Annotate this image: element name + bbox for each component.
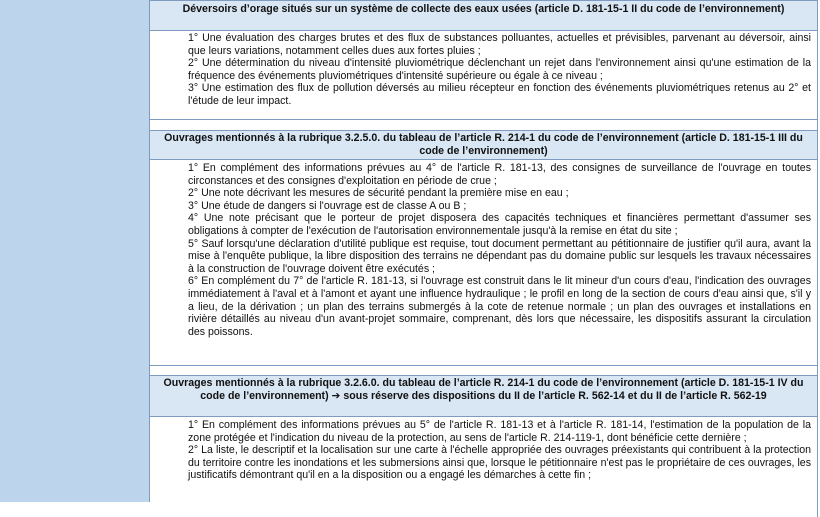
section-header-rubrique-3260: Ouvrages mentionnés à la rubrique 3.2.6.0. du tableau de l’article R. 214-1 du code de l’environnement (article D. 181-15-1 IV du code de l’environnement) ➔ sous réserve des dispositions du II de l’article R. 562-14 et du II de l’article R. 562-19 — [150, 376, 818, 417]
list-item: 6° En complément du 7° de l'article R. 181-13, si l'ouvrage est construit dans le lit mineur d'un cours d'eau, l'indication des ouvrages immédiatement à l'aval et à l'amont et ayant une influence hydraulique ; le profil en long de la section de cours d'eau ainsi que, s'il y a lieu, de la dérivation ; un plan des terrains submergés à la cote de retenue normale ; un plan des ouvrages et installations en rivière détaillés au niveau d'un avant-projet sommaire, comprenant, dès lors que nécessaire, les dispositifs assurant la circulation des poissons. — [188, 275, 811, 338]
section-content-deversoirs — [150, 31, 818, 120]
requirements-table — [150, 0, 818, 517]
section-content-rubrique-3250 — [150, 160, 818, 366]
list-item: 1° Une évaluation des charges brutes et des flux de substances polluantes, actuelles et prévisibles, parvenant au déversoir, ainsi que leurs variations, notamment celles dues aux fortes pluies ; — [188, 32, 811, 57]
spacer-row — [150, 120, 818, 131]
list-item: 5° Sauf lorsqu'une déclaration d'utilité publique est requise, tout document permettant au pétitionnaire de justifier qu'il aura, avant la mise à l'enquête publique, la libre disposition des terrains ne dépendant pas du domaine public sur lesquels les travaux nécessaires à la construction de l'ouvrage doivent être exécutés ; — [188, 237, 811, 275]
left-column — [0, 0, 150, 502]
section-content-rubrique-3260 — [150, 417, 818, 517]
list-item: 1° En complément des informations prévues au 5° de l'article R. 181-13 et à l'article R. 181-14, l'estimation de la population de la zone protégée et l'indication du niveau de la protection, au sens de l'article R. 214-119-1, dont bénéficie cette dernière ; — [188, 419, 811, 444]
list-item: 2° Une détermination du niveau d'intensité pluviométrique déclenchant un rejet dans l'environnement ainsi qu'une estimation de la fréquence des événements pluviométriques d'intensité supérieure ou égale à ce niveau ; — [188, 57, 811, 82]
list-item: 3° Une estimation des flux de pollution déversés au milieu récepteur en fonction des événements pluviométriques retenus au 2° et l'étude de leur impact. — [188, 82, 811, 107]
section-header-deversoirs: Déversoirs d’orage situés sur un système de collecte des eaux usées (article D. 181-15-1 II du code de l’environnement) — [150, 0, 818, 31]
section-header-rubrique-3250: Ouvrages mentionnés à la rubrique 3.2.5.0. du tableau de l’article R. 214-1 du code de l’environnement (article D. 181-15-1 III du code de l’environnement) — [150, 131, 818, 160]
list-item: 2° Une note décrivant les mesures de sécurité pendant la première mise en eau ; — [188, 187, 569, 200]
list-item: 1° En complément des informations prévues au 4° de l'article R. 181-13, des consignes de surveillance de l'ouvrage en toutes circonstances et des consignes d'exploitation en période de crue ; — [188, 162, 811, 187]
spacer-row — [150, 366, 818, 376]
list-item: 2° La liste, le descriptif et la localisation sur une carte à l'échelle appropriée des ouvrages préexistants qui contribuent à la protection du territoire contre les inondations et les submersions ainsi que, lorsque le pétitionnaire n'est pas le propriétaire de ces ouvrages, les justificatifs démontrant qu'il en a la disposition ou a engagé les démarches à cette fin ; — [188, 444, 811, 482]
list-item: 4° Une note précisant que le porteur de projet disposera des capacités techniques et financières permettant d'assumer ses obligations à compter de l'exécution de l'autorisation environnementale jusqu'à la remise en état du site ; — [188, 212, 811, 237]
list-item: 3° Une étude de dangers si l'ouvrage est de classe A ou B ; — [188, 199, 467, 212]
